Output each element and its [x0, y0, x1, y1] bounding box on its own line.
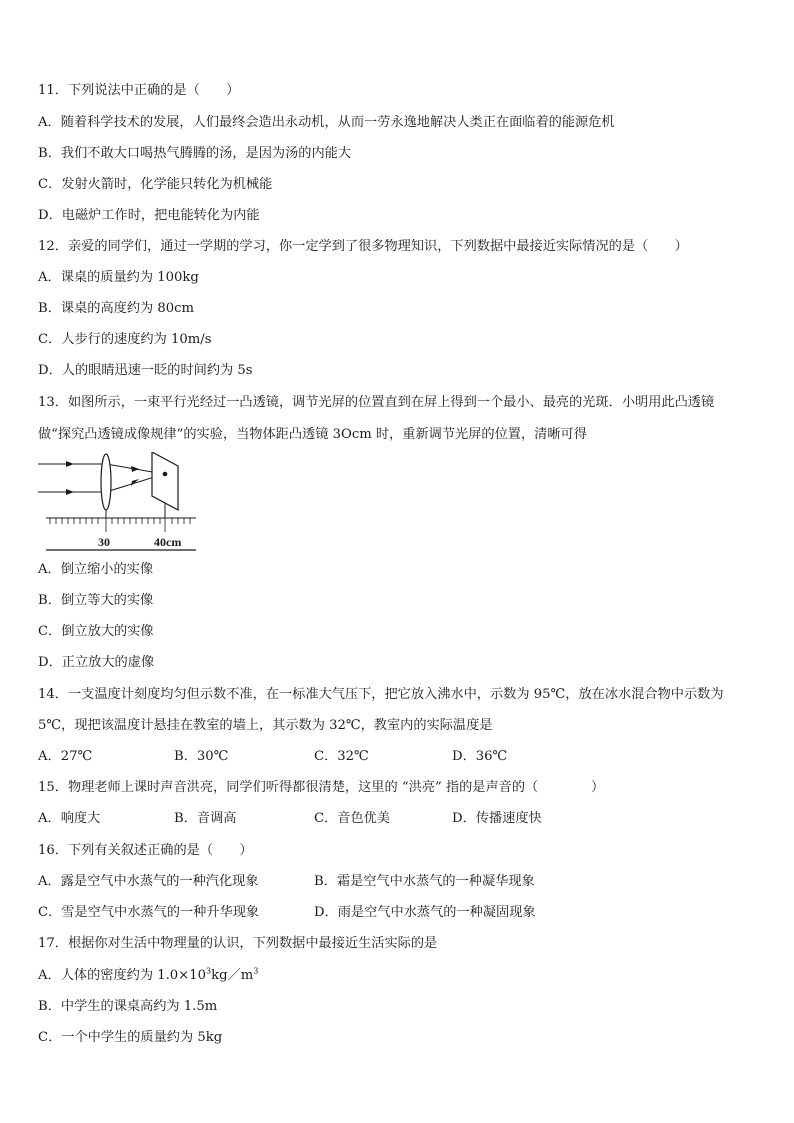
q15-option-d[interactable]: D．传播速度快	[452, 811, 542, 826]
q13-option-a[interactable]: A．倒立缩小的实像	[38, 562, 154, 577]
q14-stem-line2: 5℃，现把该温度计悬挂在教室的墙上，其示数为 32℃，教室内的实际温度是	[38, 718, 493, 733]
ruler-label-30: 30	[98, 535, 110, 549]
q14-stem-line1: 14．一支温度计刻度均匀但示数不准，在一标准大气压下，把它放入沸水中，示数为 95℃，放在冰水混合物中示数为	[38, 687, 724, 702]
q12-option-d[interactable]: D．人的眼睛迅速一眨的时间约为 5s	[38, 363, 253, 378]
q15-stem: 15．物理老师上课时声音洪亮，同学们听得都很清楚，这里的 “洪亮” 指的是声音的（ ）	[38, 780, 605, 795]
q16-option-d[interactable]: D．雨是空气中水蒸气的一种凝固现象	[314, 905, 536, 920]
q17-option-a-unit: kg／m	[211, 968, 254, 983]
q16-option-a[interactable]: A．露是空气中水蒸气的一种汽化现象	[38, 874, 259, 889]
q16-stem: 16．下列有关叙述正确的是（ ）	[38, 843, 253, 858]
q15-option-b[interactable]: B．音调高	[174, 811, 237, 826]
q16-options-row-2	[38, 904, 758, 922]
q17-option-b[interactable]: B．中学生的课桌高约为 1.5m	[38, 999, 218, 1014]
q13-option-d[interactable]: D．正立放大的虚像	[38, 655, 155, 670]
convex-lens	[101, 454, 111, 510]
q17-stem: 17．根据你对生活中物理量的认识，下列数据中最接近生活实际的是	[38, 936, 438, 951]
ruler-label-40cm: 40cm	[154, 535, 182, 549]
q13-stem-line2: 做“探究凸透镜成像规律”的实验，当物体距凸透镜 3Ocm 时，重新调节光屏的位置，清晰可得	[38, 427, 587, 442]
q13-stem-line1: 13．如图所示，一束平行光经过一凸透镜，调节光屏的位置直到在屏上得到一个最小、最亮的光斑．小明用此凸透镜	[38, 395, 715, 410]
q15-option-a[interactable]: A．响度大	[38, 811, 101, 826]
q17-option-c[interactable]: C．一个中学生的质量约为 5kg	[38, 1030, 223, 1045]
q17-option-a[interactable]	[38, 967, 258, 985]
q14-option-a[interactable]: A．27℃	[38, 749, 93, 764]
arrow-icon	[66, 461, 74, 467]
q13-option-c[interactable]: C．倒立放大的实像	[38, 624, 154, 639]
q15-options-row	[38, 810, 758, 828]
q11-option-c[interactable]: C．发射火箭时，化学能只转化为机械能	[38, 177, 273, 192]
q14-option-b[interactable]: B．30℃	[174, 749, 229, 764]
q12-stem: 12．亲爱的同学们，通过一学期的学习，你一定学到了很多物理知识，下列数据中最接近实际情况的是（ ）	[38, 239, 688, 254]
ruler-ticks	[50, 518, 190, 532]
q15-option-c[interactable]: C．音色优美	[314, 811, 391, 826]
q12-option-a[interactable]: A．课桌的质量约为 100kg	[38, 270, 199, 285]
lens-diagram	[36, 452, 206, 552]
q12-option-b[interactable]: B．课桌的高度约为 80cm	[38, 301, 195, 316]
q11-option-b[interactable]: B．我们不敢大口喝热气腾腾的汤，是因为汤的内能大	[38, 146, 352, 161]
q14-options-row	[38, 748, 758, 766]
q16-option-b[interactable]: B．霜是空气中水蒸气的一种凝华现象	[314, 874, 535, 889]
arrow-icon	[66, 489, 74, 495]
q11-stem: 11．下列说法中正确的是（ ）	[38, 83, 240, 98]
arrow-icon	[131, 466, 139, 472]
q16-options-row-1	[38, 873, 758, 891]
q17-option-a-text: A．人体的密度约为 1.0×10	[38, 968, 207, 983]
q12-option-c[interactable]: C．人步行的速度约为 10m/s	[38, 332, 212, 347]
q17-option-a-unit-exponent: 3	[253, 966, 259, 976]
q14-option-d[interactable]: D．36℃	[452, 749, 508, 764]
q13-option-b[interactable]: B．倒立等大的实像	[38, 593, 154, 608]
q14-option-c[interactable]: C．32℃	[314, 749, 369, 764]
focus-spot	[163, 472, 168, 477]
q11-option-a[interactable]: A．随着科学技术的发展，人们最终会造出永动机，从而一劳永逸地解决人类正在面临着的能源危机	[38, 115, 615, 130]
q17-option-a-exponent: 3	[206, 966, 212, 976]
q11-option-d[interactable]: D．电磁炉工作时，把电能转化为内能	[38, 208, 260, 223]
q16-option-c[interactable]: C．雪是空气中水蒸气的一种升华现象	[38, 905, 260, 920]
light-screen	[152, 452, 178, 510]
